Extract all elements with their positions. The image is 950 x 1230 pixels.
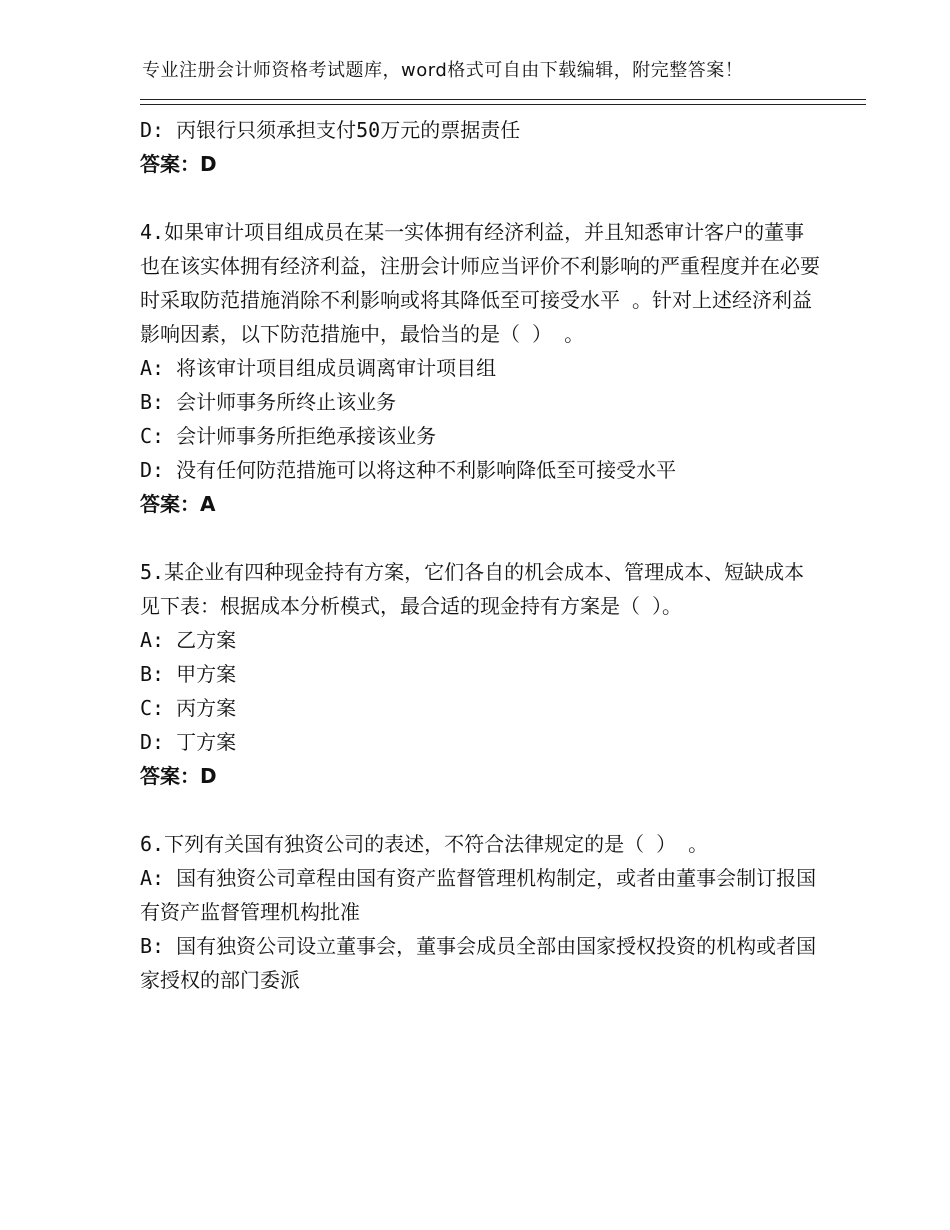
q4-option-c: C: 会计师事务所拒绝承接该业务 <box>140 424 437 448</box>
question-6 <box>140 827 820 997</box>
q5-option-c: C: 丙方案 <box>140 696 237 720</box>
q6-option-a: A: 国有独资公司章程由国有资产监督管理机构制定，或者由董事会制订报国有资产监督管理机构批准 <box>140 866 817 924</box>
q4-option-d: D: 没有任何防范措施可以将这种不利影响降低至可接受水平 <box>140 458 677 482</box>
q6-stem: 6.下列有关国有独资公司的表述，不符合法律规定的是（ ） 。 <box>140 832 709 856</box>
question-3-tail <box>140 113 820 181</box>
q5-option-a: A: 乙方案 <box>140 628 237 652</box>
q5-answer: 答案：D <box>140 764 217 788</box>
q4-option-b: B: 会计师事务所终止该业务 <box>140 390 397 414</box>
document-body <box>140 113 820 997</box>
header-divider-bottom <box>140 104 866 105</box>
q3-answer: 答案：D <box>140 152 217 176</box>
question-5 <box>140 555 820 793</box>
q4-answer: 答案：A <box>140 492 216 516</box>
header-divider-top <box>140 99 866 100</box>
q5-option-d: D: 丁方案 <box>140 730 237 754</box>
q5-stem: 5.某企业有四种现金持有方案，它们各自的机会成本、管理成本、短缺成本见下表：根据成本分析模式，最合适的现金持有方案是（ ）。 <box>140 560 805 618</box>
q6-option-b: B: 国有独资公司设立董事会，董事会成员全部由国家授权投资的机构或者国家授权的部门委派 <box>140 934 817 992</box>
q5-option-b: B: 甲方案 <box>140 662 237 686</box>
q4-option-a: A: 将该审计项目组成员调离审计项目组 <box>140 356 497 380</box>
question-4 <box>140 215 820 521</box>
q3-option-d: D: 丙银行只须承担支付50万元的票据责任 <box>140 118 521 142</box>
q4-stem: 4.如果审计项目组成员在某一实体拥有经济利益，并且知悉审计客户的董事也在该实体拥有经济利益，注册会计师应当评价不利影响的严重程度并在必要时采取防范措施消除不利影响或将其降低至可接受水平 。针对上述经济利益影响因素，以下防范措施中，最恰当的是（ ） 。 <box>140 220 820 346</box>
page-header: 专业注册会计师资格考试题库，word格式可自由下载编辑，附完整答案！ <box>142 60 744 81</box>
